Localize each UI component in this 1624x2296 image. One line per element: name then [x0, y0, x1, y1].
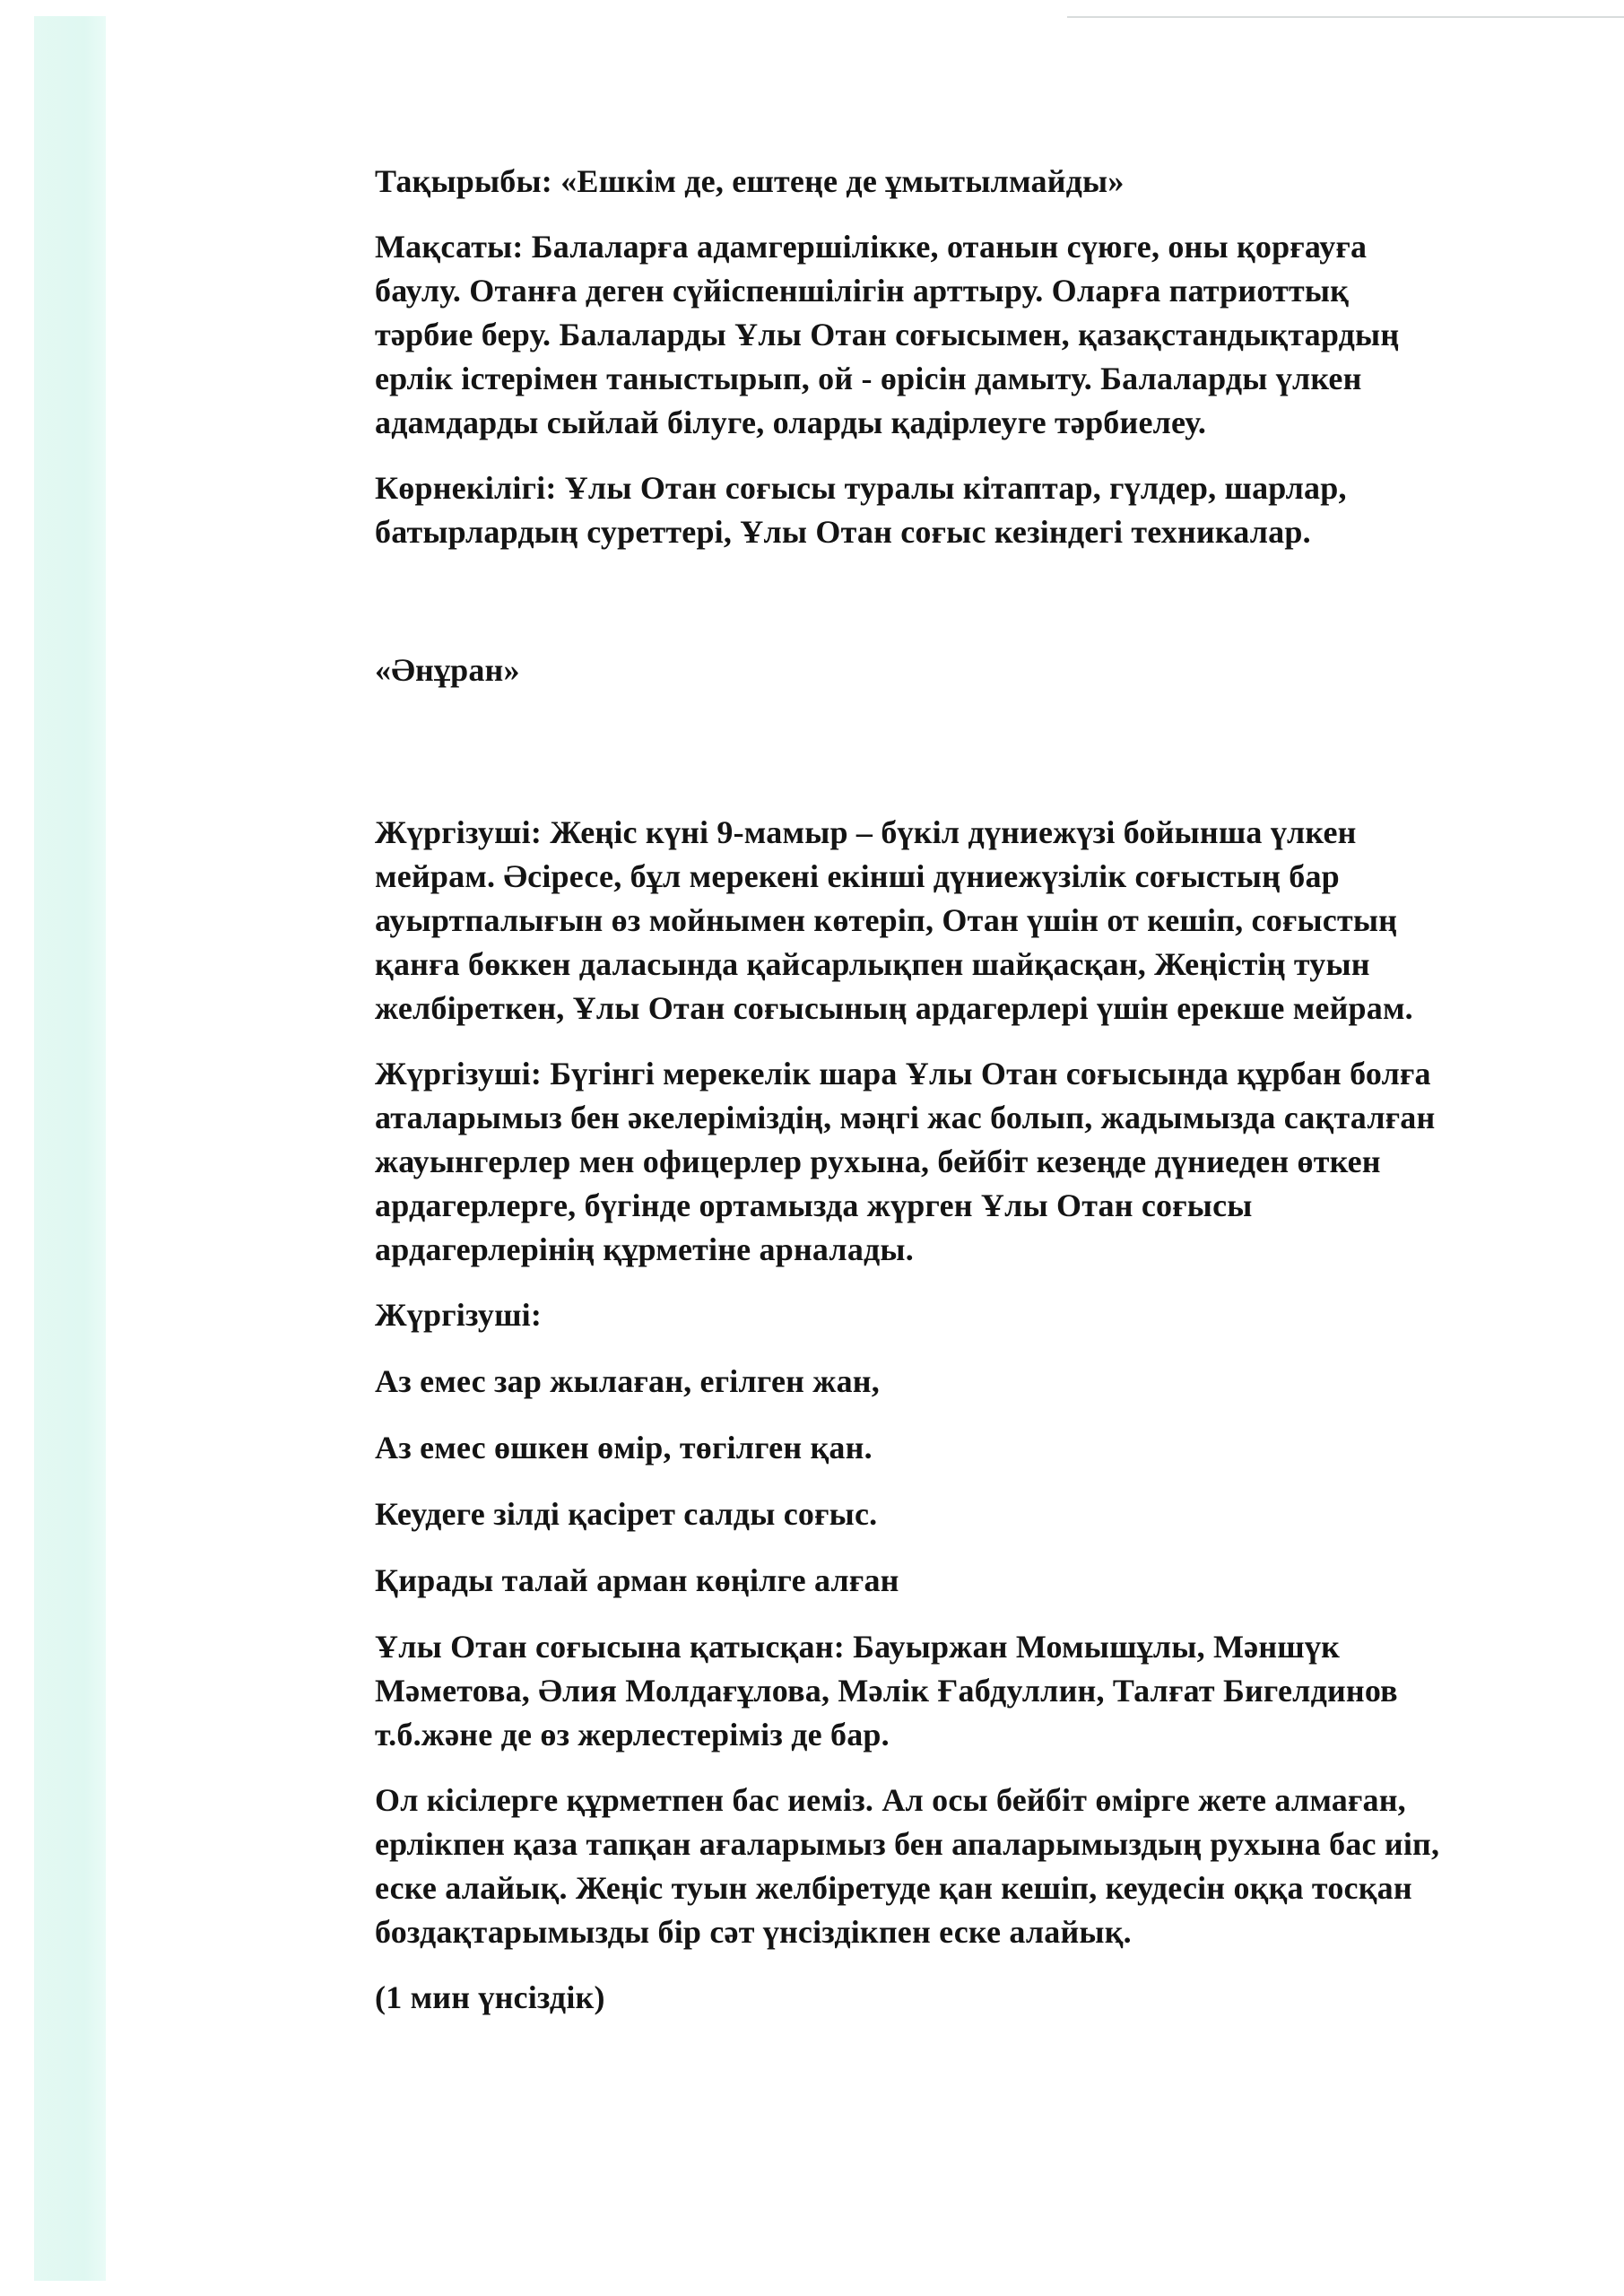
visuals-paragraph: [375, 466, 1621, 554]
poem-line: Кеудеге зілді қасірет салды соғыс.: [375, 1496, 878, 1532]
participants-paragraph: Ұлы Отан соғысына қатысқан: Бауыржан Момышұлы, Мәншүк Мәметова, Әлия Молдағұлова, Мәлік Ғабдуллин, Талғат Бигелдинов т.б.және де өз жерлестеріміз де бар.: [375, 1629, 1398, 1752]
goal-label: Мақсаты:: [375, 229, 524, 265]
scan-edge-strip: [34, 16, 106, 2281]
host-2-paragraph: [375, 1052, 1621, 1272]
poem-line: Аз емес өшкен өмір, төгілген қан.: [375, 1430, 873, 1465]
host-1-paragraph: [375, 811, 1621, 1031]
document-body: [375, 160, 1621, 2020]
topic-text: «Ешкім де, ештеңе де ұмытылмайды»: [560, 163, 1125, 199]
topic-paragraph: [375, 160, 1621, 204]
poem-line: Қирады талай арман көңілге алған: [375, 1562, 899, 1598]
host-2-text: Бүгінгі мерекелік шара Ұлы Отан соғысында құрбан болға аталарымыз бен әкелерімiздің, мәңгі жас болып, жадымызда сақталған жауынгерлер мен офицерлер рухына, бейбіт кезеңде дүниеден өткен ардагерлерге, бүгінде ортамызда жүрген Ұлы Отан соғысы ардагерлерінің құрметіне арналады.: [375, 1056, 1436, 1267]
host-1-text: Жеңіс күні 9-мамыр – бүкіл дүниежүзі бойынша үлкен мейрам. Әсіресе, бұл мерекені екінші дүниежүзілік соғыстың бар ауыртпалығын өз мойнымен көтеріп, Отан үшін от кешіп, соғыстың қанға бөккен даласында қайсарлықпен шайқасқан, Жеңістің туын желбіреткен, Ұлы Отан соғысының ардагерлері үшін ерекше мейрам.: [375, 814, 1413, 1026]
silence-note: (1 мин үнсіздік): [375, 1979, 605, 2015]
goal-paragraph: [375, 225, 1621, 445]
topic-label: Тақырыбы:: [375, 163, 552, 199]
anthem-heading: «Әнұран»: [375, 652, 520, 688]
scan-top-line: [1067, 16, 1624, 18]
tribute-paragraph: Ол кісілерге құрметпен бас иеміз. Ал осы бейбіт өмірге жете алмаған, ерлікпен қаза тапқан ағаларымыз бен апаларымыздың рухына бас иіп, еске алайық. Жеңіс туын желбіретуде қан кешіп, кеудесін оққа тосқан боздақтарымызды бір сәт үнсіздікпен еске алайық.: [375, 1782, 1440, 1950]
visuals-label: Көрнекілігі:: [375, 470, 557, 506]
goal-text: Балаларға адамгершілікке, отанын сүюге, оны қорғауға баулу. Отанға деген сүйіспеншілігін арттыру. Оларға патриоттық тәрбие беру. Балаларды Ұлы Отан соғысымен, қазақстандықтардың ерлік істерімен таныстырып, ой - өрісін дамыту. Балаларды үлкен адамдарды сыйлай білуге, оларды қадірлеуге тәрбиелеу.: [375, 229, 1400, 440]
host-3-label: Жүргізуші:: [375, 1297, 543, 1333]
poem-line: Аз емес зар жылаған, егілген жан,: [375, 1363, 880, 1399]
host-2-label: Жүргізуші:: [375, 1056, 543, 1091]
visuals-text: Ұлы Отан соғысы туралы кітаптар, гүлдер, шарлар, батырлардың суреттері, Ұлы Отан соғыс кезіндегі техникалар.: [375, 470, 1347, 550]
host-1-label: Жүргізуші:: [375, 814, 543, 850]
